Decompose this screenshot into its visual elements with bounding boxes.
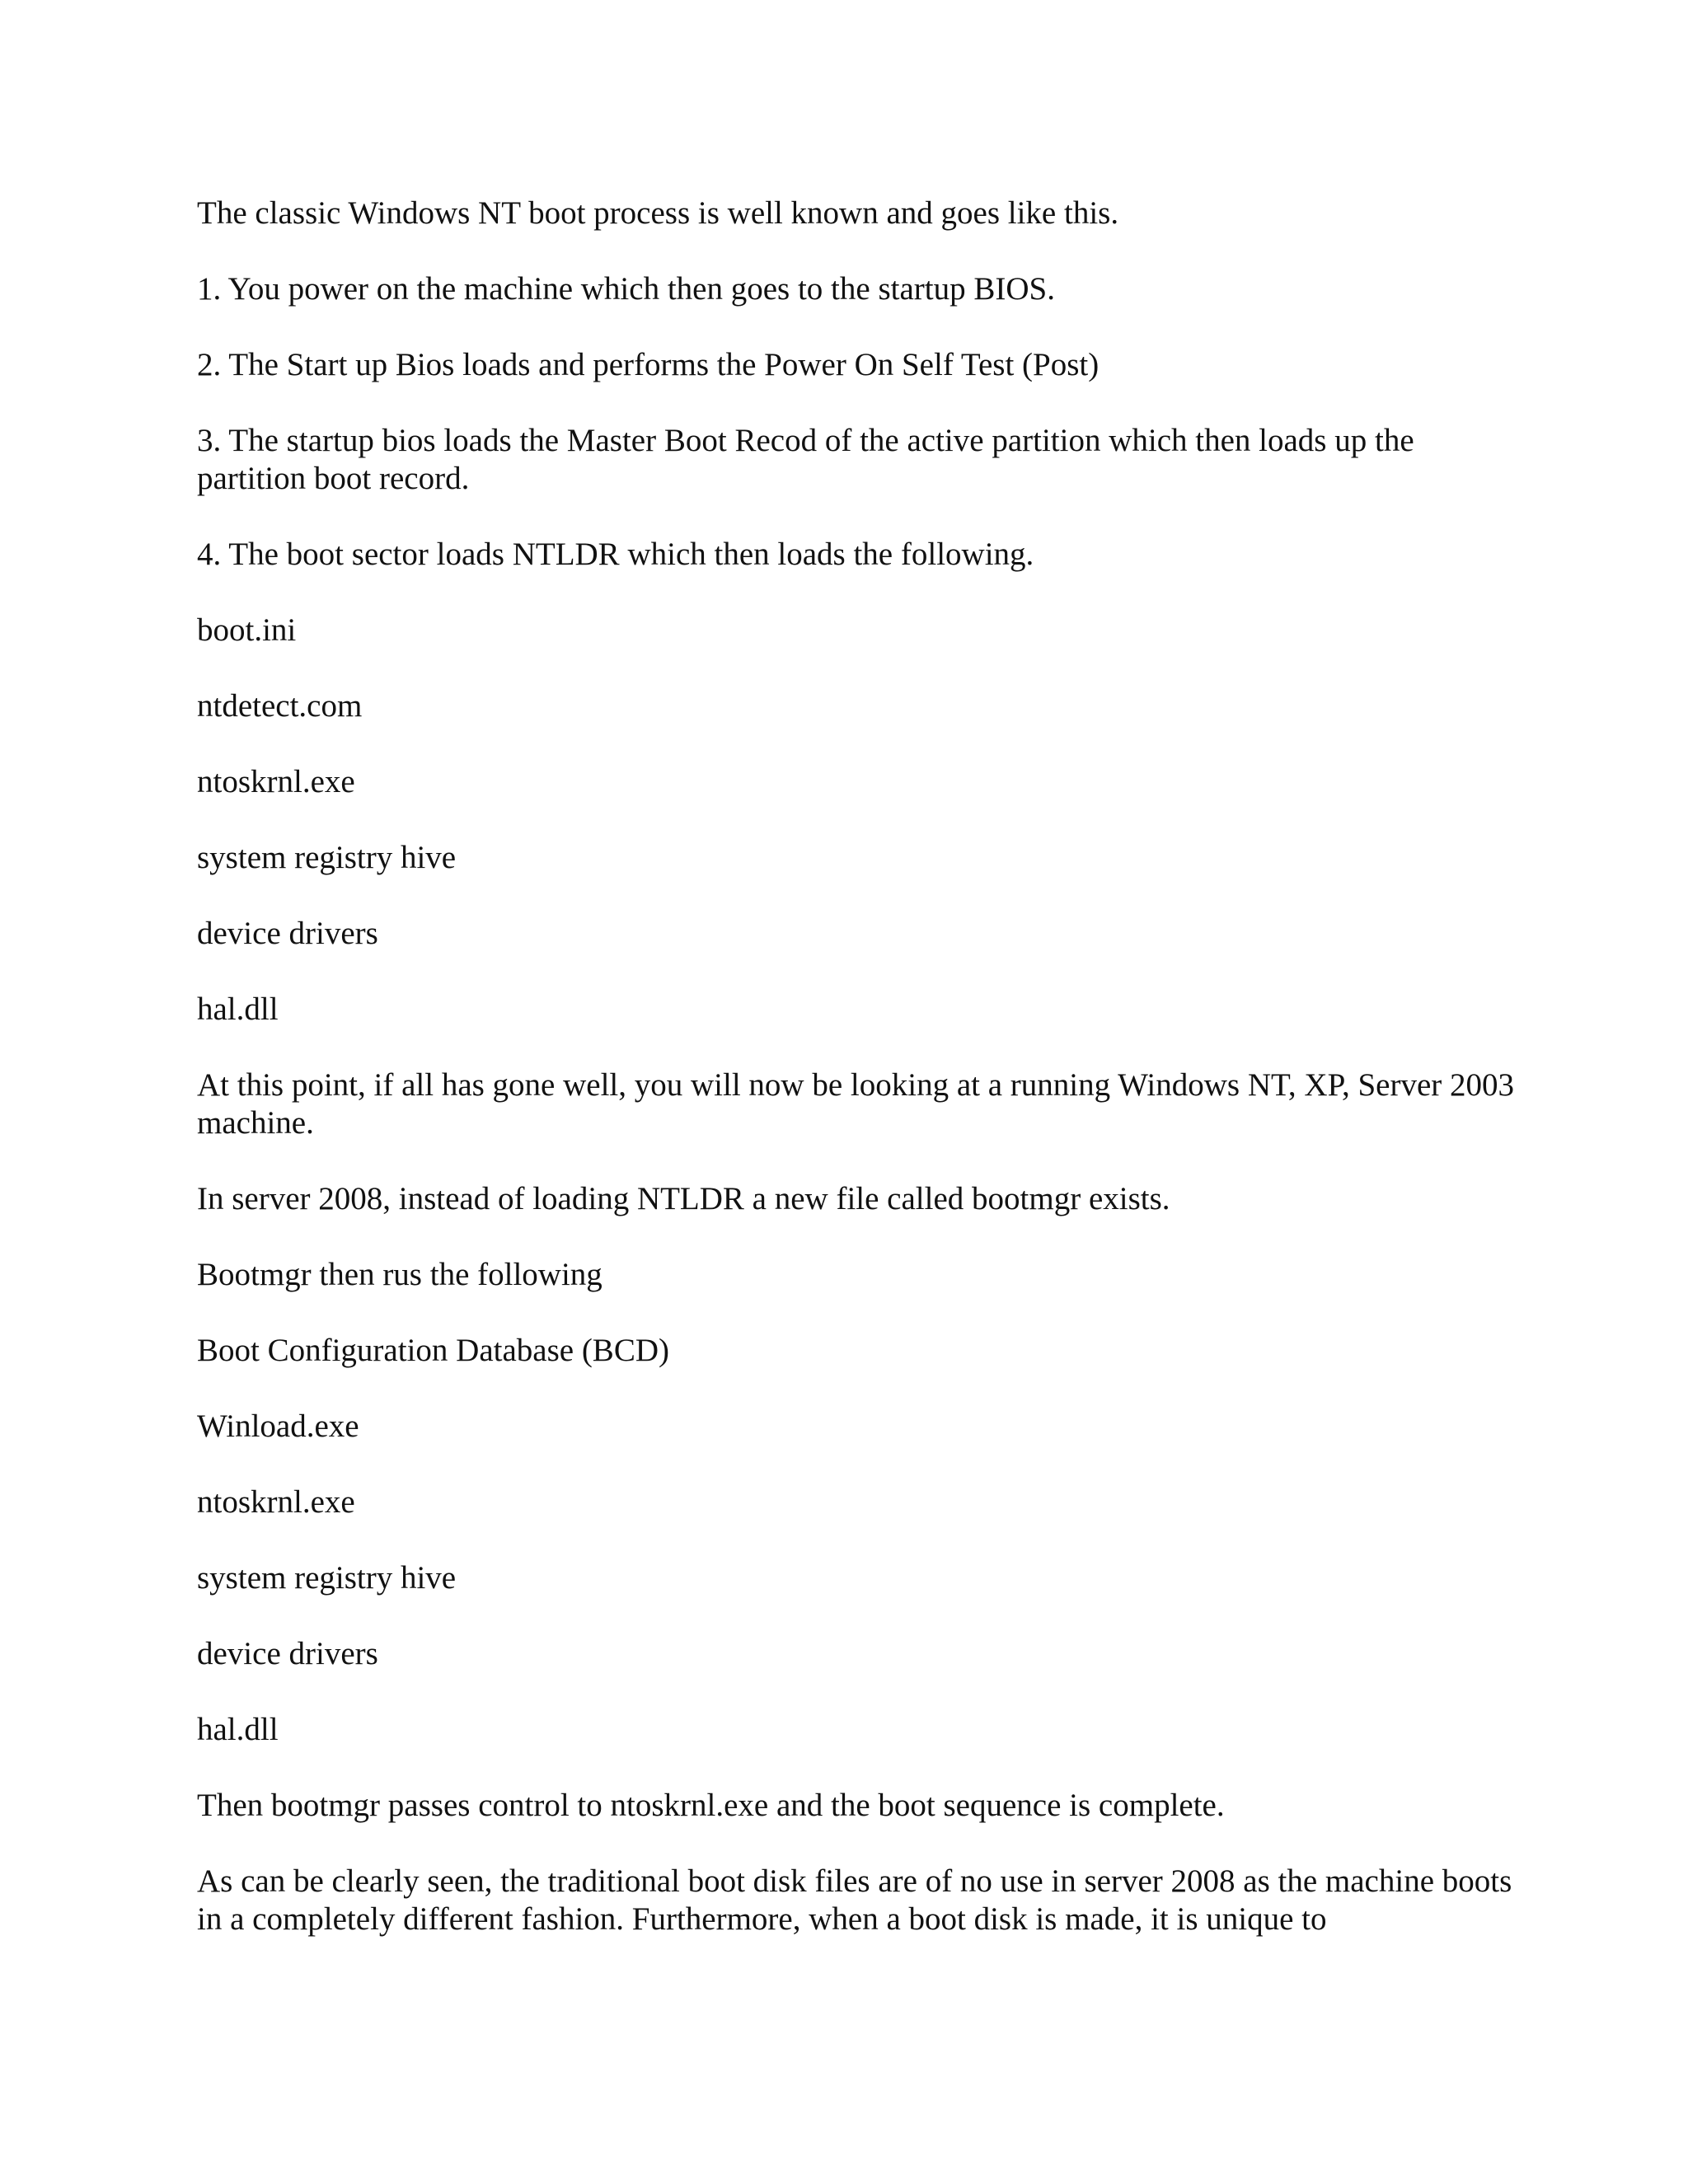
paragraph-step-4: 4. The boot sector loads NTLDR which then loads the following.: [197, 537, 1034, 572]
paragraph-bootmgr: Bootmgr then rus the following: [197, 1257, 603, 1292]
list-item: ntoskrnl.exe: [197, 764, 355, 799]
list-item: ntdetect.com: [197, 688, 363, 724]
paragraph-step-3: 3. The startup bios loads the Master Boot Recod of the active partition which then loads up the partition boot record.: [197, 423, 1414, 496]
paragraph-step-1: 1. You power on the machine which then goes to the startup BIOS.: [197, 271, 1055, 307]
list-item: ntoskrnl.exe: [197, 1484, 355, 1520]
paragraph-running: At this point, if all has gone well, you will now be looking at a running Windows NT, XP, Server 2003 machine.: [197, 1067, 1514, 1141]
list-item: Winload.exe: [197, 1408, 359, 1444]
list-item: system registry hive: [197, 840, 457, 875]
paragraph-step-2: 2. The Start up Bios loads and performs the Power On Self Test (Post): [197, 347, 1100, 382]
document-body: [197, 194, 1516, 1976]
paragraph-server-2008: In server 2008, instead of loading NTLDR a new file called bootmgr exists.: [197, 1181, 1170, 1216]
list-item: device drivers: [197, 916, 378, 951]
list-item: boot.ini: [197, 612, 297, 648]
paragraph-control: Then bootmgr passes control to ntoskrnl.exe and the boot sequence is complete.: [197, 1788, 1225, 1823]
list-item: Boot Configuration Database (BCD): [197, 1333, 669, 1368]
list-item: hal.dll: [197, 991, 279, 1027]
list-item: hal.dll: [197, 1712, 279, 1747]
list-item: system registry hive: [197, 1560, 457, 1596]
paragraph-conclusion: As can be clearly seen, the traditional boot disk files are of no use in server 2008 as the machine boots in a completely different fashion. Furthermore, when a boot disk is made, it is unique to: [197, 1863, 1512, 1937]
list-item: device drivers: [197, 1636, 378, 1671]
paragraph-intro: The classic Windows NT boot process is well known and goes like this.: [197, 195, 1119, 231]
